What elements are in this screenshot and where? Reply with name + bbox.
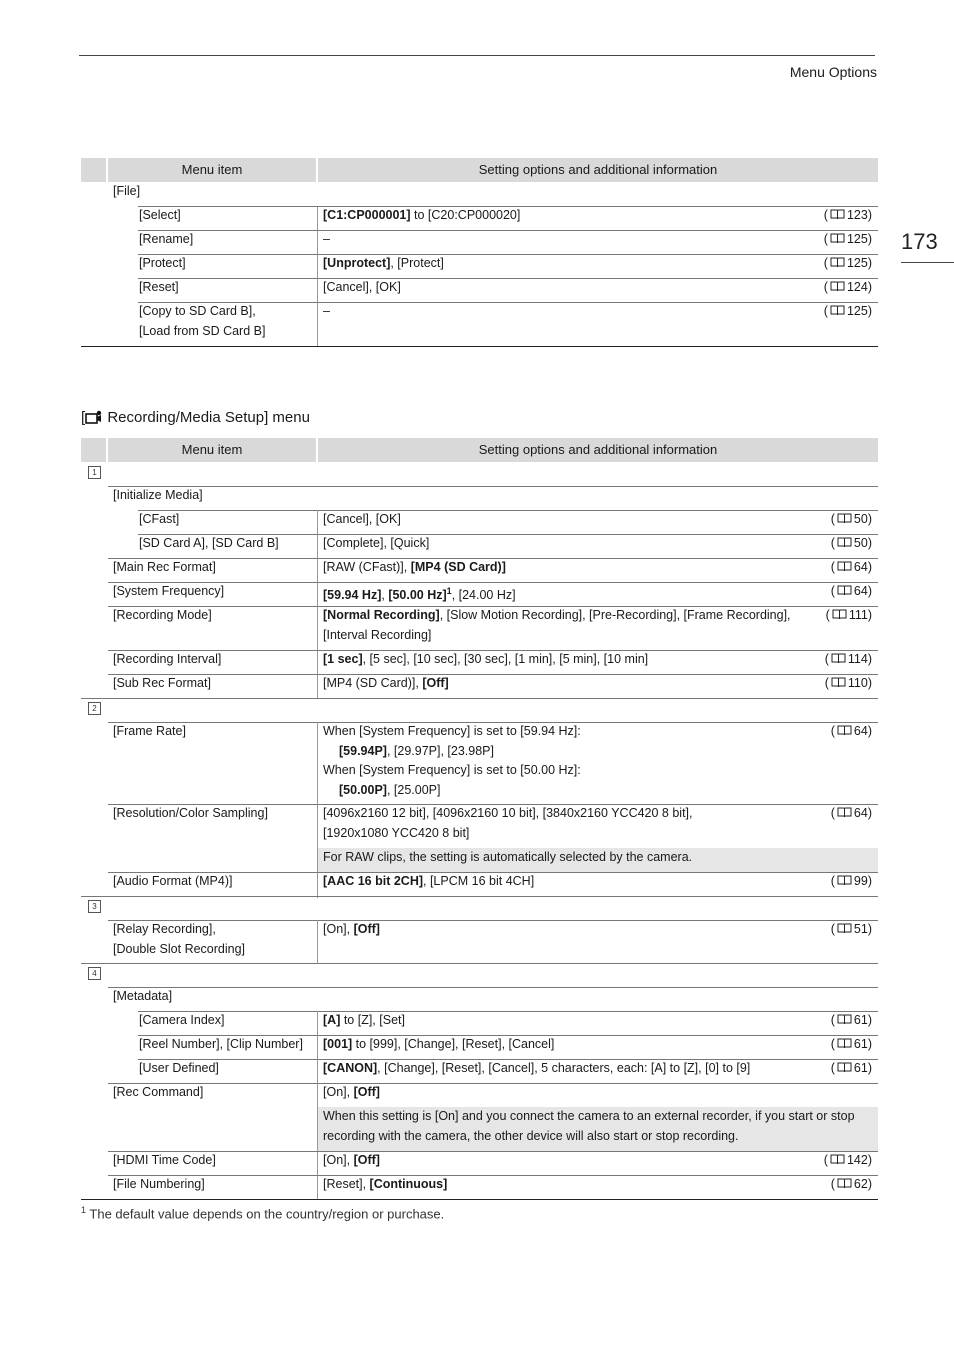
table-row: [User Defined] [139,1061,219,1075]
book-icon [837,1062,852,1073]
page-ref: ( 125) [823,232,872,246]
book-icon [830,1154,845,1165]
camera-record-setup-icon [85,410,103,424]
table-row: [Protect] [139,256,186,270]
page-number-rule [901,262,954,263]
page-ref: ( 114) [824,652,872,666]
section-number: 1 [88,466,101,479]
page-ref: ( 62) [830,1177,872,1191]
book-icon [837,725,852,736]
table-row: [File Numbering] [113,1177,205,1191]
page-number: 173 [901,229,938,254]
table-row: [Initialize Media] [113,488,203,502]
page-ref: ( 142) [823,1153,872,1167]
recording-media-table: Menu item Setting options and additional information 1 [Initialize Media] [CFast] [Cancel], [OK] ( 50) [SD Card A], [SD Card B] [Complete], [Quick] ( 50) [Main Rec Format] [RAW (CFast)], [MP4 (SD Card)] ( 64) [System Frequency] [59.94 Hz], [50.00 Hz]$^1$, [24.00 Hz] ( 64) [Recording Mode] [Normal Recording], [Slow Motion Recording], [Pre-Recording], [Frame Recording], [Interval Recording] ( 111) [Recording Interval] [1 sec], [5 sec], [10 sec], [30 sec], [1 min], [5 min], [10 min] ( 114) [Sub Rec Format] [MP4 (SD Card)], [Off] ( 110) 2 [Frame Rate] When [System Frequency] is set to [59.94 Hz]: [59.94P], [29.97P], [23.98P] When [System Frequency] is set to [50.00 Hz]: [50.00P], [25.00P] ( 64) [Resolution/Color Sampling] [4096x2160 12 bit], [4096x2160 10 bit], [3840x2160 YCC420 8 bit], [1920x1080 YCC420 8 bit] ( 64) For RAW clips, the setting is automatically selected by the camera. [Audio Format (MP4)] [AAC 16 bit 2CH], [LPCM 16 bit 4CH] ( 99) 3 [Relay Recording], [Double Slot Recording] [On], [Off] ( 51) 4 [Metadata] [Camera Index] [A] to [Z], [Set] ( 61) [Reel Number], [Clip Number] [001] to [999], [Change], [Reset], [Cancel] ( 61) [User Defined] [CANON], [Change], [Reset], [Cancel], 5 characters, each: [A] to [Z], [0] to [9] ( 61) [Rec Command] [On], [Off] When this setting is [On] and you connect the camera to an external recorder, if you start or stop recording with the camera, the other device will also start or stop recording. [HDMI Time Code] [On], [Off] ( 142) [File Numbering] [Reset], [Continuous] ( 62) [81,438,878,1202]
table-row: [Camera Index] [139,1013,225,1027]
page-ref: ( 125) [823,304,872,318]
table-row: [Copy to SD Card B], [Load from SD Card B] [139,304,266,338]
page-ref: ( 51) [830,922,872,936]
table-row: [Rename] [139,232,194,246]
book-icon [837,1014,852,1025]
table-header [81,438,878,462]
page-ref: ( 64) [830,724,872,738]
table-row: [SD Card A], [SD Card B] [139,536,279,550]
table-row: [Reel Number], [Clip Number] [139,1037,303,1051]
book-icon [830,257,845,268]
page-ref: ( 123) [823,208,872,222]
section-number: 2 [88,702,101,715]
file-table: Menu item Setting options and additional information [File] [Select] [C1:CP000001] to [C20:CP000020] ( 123) [Rename] – ( 125) [Protect] [Unprotect], [Protect] ( 125) [Reset] [Cancel], [OK] ( 124) [Copy to SD Card B], [Load from SD Card B] – ( 125) [81,158,878,348]
table-row: [CFast] [139,512,180,526]
page-ref: ( 64) [830,584,872,598]
table-row: [Resolution/Color Sampling] [113,806,268,820]
book-icon [837,537,852,548]
col-menu-item: Menu item [108,438,316,462]
page-ref: ( 61) [830,1061,872,1075]
page-ref: ( 64) [830,806,872,820]
col-settings: Setting options and additional information [318,438,878,462]
book-icon [831,653,846,664]
table-row: [Rec Command] [113,1085,204,1099]
page-ref: ( 64) [830,560,872,574]
table-row: [Recording Interval] [113,652,222,666]
table-row: [Reset] [139,280,179,294]
page-ref: ( 110) [824,676,872,690]
book-icon [831,677,846,688]
book-icon [837,1178,852,1189]
table-row: [Audio Format (MP4)] [113,874,233,888]
table-header [81,158,878,182]
section-number: 4 [88,967,101,980]
page-ref: ( 99) [830,874,872,888]
book-icon [830,305,845,316]
book-icon [830,281,845,292]
table-row: [System Frequency] [113,584,225,598]
book-icon [837,585,852,596]
page-ref: ( 50) [830,536,872,550]
book-icon [830,233,845,244]
table-row: [Recording Mode] [113,608,212,622]
page-ref: ( 111) [825,608,872,622]
book-icon [832,609,847,620]
footnote: $^1$ The default value depends on the country/region or purchase. [81,1205,445,1222]
book-icon [837,513,852,524]
table-row: [HDMI Time Code] [113,1153,216,1167]
book-icon [837,1038,852,1049]
table-row: [Metadata] [113,989,173,1003]
book-icon [837,807,852,818]
page-ref: ( 61) [830,1013,872,1027]
note-text: When this setting is [On] and you connect the camera to an external recorder, if you start or stop recording with the camera, the other device will also start or stop recording. [323,1109,855,1143]
page-ref: ( 50) [830,512,872,526]
page-ref: ( 125) [823,256,872,270]
running-header: Menu Options [789,64,877,80]
page-ref: ( 61) [830,1037,872,1051]
col-menu-item: Menu item [108,158,316,182]
book-icon [830,209,845,220]
table-row: [Main Rec Format] [113,560,216,574]
table-row: [Select] [139,208,181,222]
book-icon [837,875,852,886]
note-text: For RAW clips, the setting is automatically selected by the camera. [323,850,693,864]
header-rule [79,55,875,56]
book-icon [837,923,852,934]
table-row: [Relay Recording], [Double Slot Recording] [113,922,246,956]
col-settings: Setting options and additional information [318,158,878,182]
book-icon [837,561,852,572]
group-label: [File] [113,184,141,198]
table-row: [Sub Rec Format] [113,676,211,690]
table-row: [Frame Rate] [113,724,186,738]
menu-title: [ Recording/Media Setup] menu [81,409,310,426]
page-ref: ( 124) [823,280,872,294]
section-number: 3 [88,900,101,913]
